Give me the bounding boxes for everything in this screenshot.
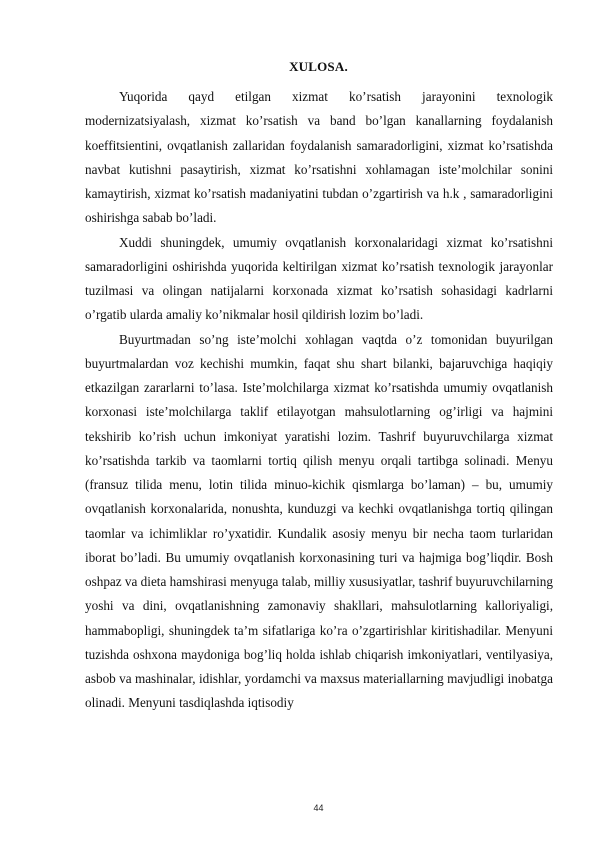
paragraph-3: Buyurtmadan so’ng iste’molchi xohlagan vaqtda o’z tomonidan buyurilgan buyurtmalardan voz kechishi mumkin, faqat shu shart bilanki, bajaruvchiga haqiqiy etkazilgan zararlarni to’lasa. Iste’molchilarga xizmat ko’rsatishda umumiy ovqatlanish korxonasi iste’molchilarga taklif etilayotgan mahsulotlarning og’irligi va hajmini tekshirib ko’rish uchun imkoniyat yaratishi lozim. Tashrif buyuruvchilarga xizmat ko’rsatishda tarkib va taomlarni tortiq qilish menyu orqali tartibga solinadi. Menyu (fransuz tilida menu, lotin tilida minuo-kichik qismlarga bo’laman) – bu, umumiy ovqatlanish korxonalarida, nonushta, kunduzgi va kechki ovqatlanishga tortiq qilingan taomlar va ichimliklar ro’yxatidir. Kundalik asosiy menyu bir necha taom turlaridan iborat bo’ladi. Bu umumiy ovqatlanish korxonasining turi va hajmiga bog’liqdir. Bosh oshpaz va dieta hamshirasi menyuga talab, milliy xususiyatlar, tashrif buyuruvchilarning yoshi va dini, ovqatlanishning zamonaviy shakllari, mahsulotlarning kalloriyaligi, hammabopligi, shuningdek ta’m sifatlariga ko’ra o’zgartirishlar kiritishadilar. Menyuni tuzishda oshxona maydoniga bog’liq holda ishlab chiqarish imkoniyatlari, ventilyasiya, asbob va mashinalar, idishlar, yordamchi va maxsus materiallarning mavjudligi inobatga olinadi. Menyuni tasdiqlashda iqtisodiy xyxy=(85,331,553,711)
paragraph-2: Xuddi shuningdek, umumiy ovqatlanish korxonalaridagi xizmat ko’rsatishni samaradorligini oshirishda yuqorida keltirilgan xizmat ko’rsatish texnologik jarayonlar tuzilmasi va olingan natijalarni korxonada xizmat ko’rsatish sohasidagi kadrlarni o’rgatib ularda amaliy ko’nikmalar hosil qildirish lozim bo’ladi. xyxy=(85,234,553,323)
page-number: 44 xyxy=(313,803,324,813)
page-title: XULOSA. xyxy=(289,59,348,74)
paragraph-1: Yuqorida qayd etilgan xizmat ko’rsatish jarayonini texnologik modernizatsiyalash, xizmat ko’rsatish va band bo’lgan kanallarning foydalanish koeffitsientini, ovqatlanish zallaridan foydalanish samaradorligini, xizmat ko’rsatishda navbat kutishni pasaytirish, xizmat ko’rsatishni xohlamagan iste’molchilar sonini kamaytirish, xizmat ko’rsatish madaniyatini tubdan o’zgartirish va h.k , samaradorligini oshirishga sabab bo’ladi. xyxy=(85,89,553,226)
body-text xyxy=(85,85,553,716)
